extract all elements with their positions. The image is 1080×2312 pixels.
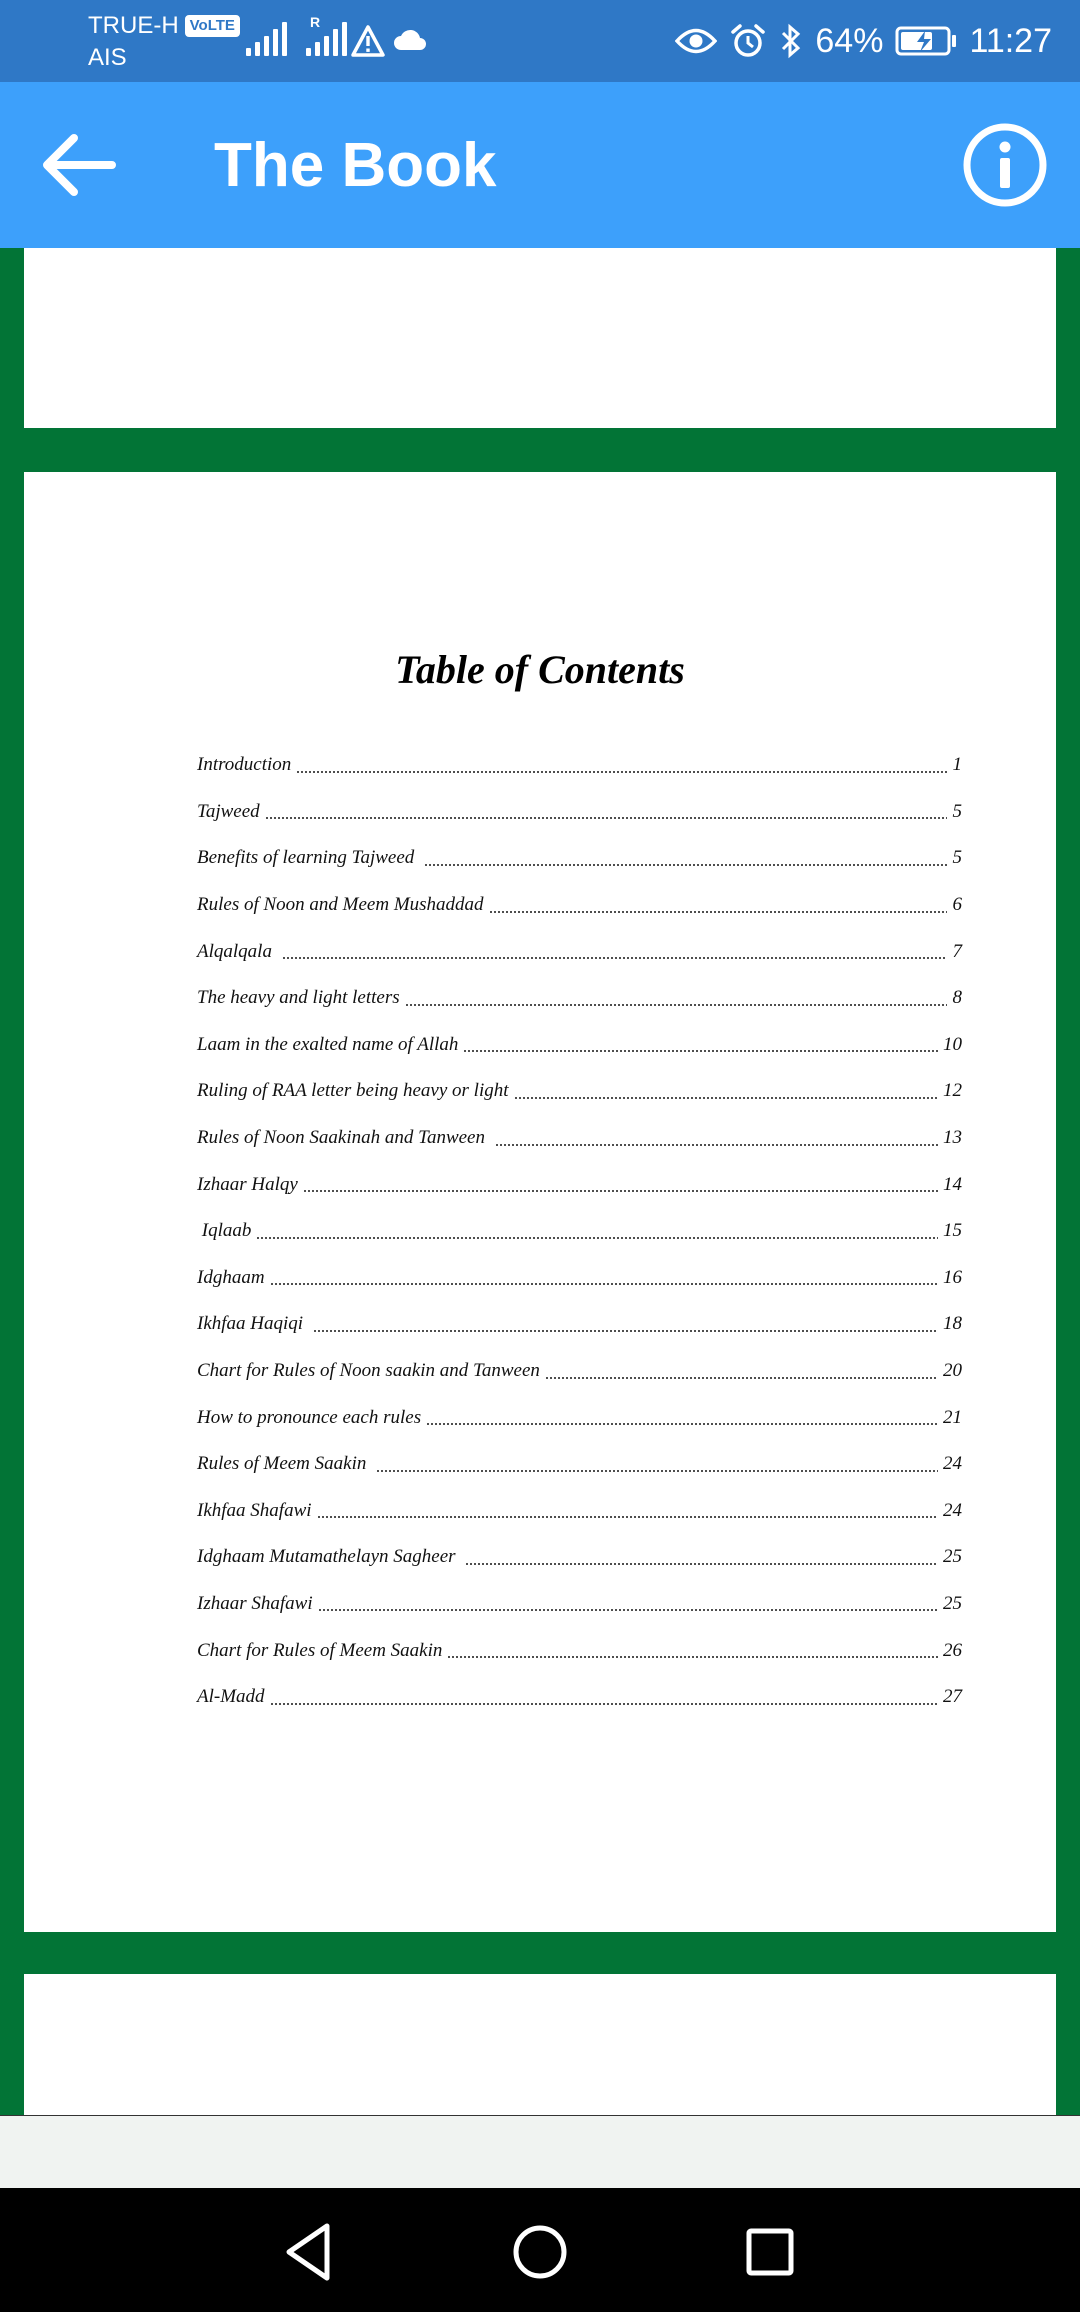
previous-page — [24, 248, 1056, 428]
toc-entry[interactable] — [197, 1348, 962, 1395]
carrier-secondary: AIS — [88, 44, 127, 71]
toc-entry-page: 21 — [943, 1406, 962, 1428]
navigation-bar — [0, 2188, 1080, 2312]
toc-entry-label: Chart for Rules of Meem Saakin — [197, 1639, 443, 1661]
nav-back-icon — [267, 2212, 347, 2292]
toc-entry[interactable] — [197, 882, 962, 929]
nav-home-icon — [500, 2212, 580, 2292]
toc-entry[interactable] — [197, 835, 962, 882]
toc-entry[interactable] — [197, 1161, 962, 1208]
app-bar — [0, 82, 1080, 248]
signal-icon — [246, 20, 287, 56]
info-circle-icon — [960, 120, 1050, 210]
toc-entry-page: 16 — [943, 1266, 962, 1288]
toc-entry-label: Al-Madd — [197, 1686, 265, 1708]
toc-entry-label: Izhaar Shafawi — [197, 1592, 313, 1614]
toc-dot-leader — [296, 756, 947, 775]
toc-entry[interactable] — [197, 742, 962, 789]
nav-recents-icon — [730, 2212, 810, 2292]
eye-icon — [675, 26, 717, 56]
toc-entry-label: Rules of Meem Saakin — [197, 1453, 372, 1475]
toc-dot-leader — [426, 1408, 938, 1427]
signal-roaming-icon — [306, 14, 347, 56]
warning-icon — [350, 24, 386, 58]
toc-entry-label: Tajweed — [197, 800, 260, 822]
toc-entry-page: 18 — [943, 1313, 962, 1335]
battery-charging-icon — [895, 25, 957, 57]
toc-dot-leader — [256, 1222, 938, 1241]
toc-dot-leader — [495, 1129, 938, 1148]
toc-entry-page: 25 — [943, 1546, 962, 1568]
toc-dot-leader — [376, 1455, 938, 1474]
toc-entry-label: Rules of Noon and Meem Mushaddad — [197, 894, 484, 916]
toc-entry-label: How to pronounce each rules — [197, 1406, 422, 1428]
toc-entry-page: 24 — [943, 1499, 962, 1521]
toc-entry-label: Laam in the exalted name of Allah — [197, 1033, 459, 1055]
page-title: The Book — [214, 131, 497, 200]
toc-dot-leader — [489, 896, 947, 915]
toc-dot-leader — [270, 1688, 938, 1707]
toc-entry-page: 27 — [943, 1686, 962, 1708]
toc-entry-page: 26 — [943, 1639, 962, 1661]
toc-entry-page: 12 — [943, 1080, 962, 1102]
toc-entry[interactable] — [197, 1068, 962, 1115]
current-page — [24, 472, 1056, 1932]
toc-dot-leader — [313, 1315, 938, 1334]
toc-entry[interactable] — [197, 1441, 962, 1488]
cloud-icon — [392, 28, 428, 52]
toc-dot-leader — [318, 1594, 938, 1613]
toc-entry-page: 13 — [943, 1127, 962, 1149]
toc-dot-leader — [282, 942, 947, 961]
nav-recents-button[interactable] — [730, 2212, 810, 2292]
toc-dot-leader — [303, 1175, 938, 1194]
toc-entry[interactable] — [197, 1208, 962, 1255]
toc-dot-leader — [447, 1641, 938, 1660]
toc-entry-label: Ikhfaa Shafawi — [197, 1499, 312, 1521]
toc-entry-label: Idghaam — [197, 1266, 265, 1288]
clock-time: 11:27 — [969, 22, 1052, 60]
toc-entry-page: 8 — [952, 987, 962, 1009]
toc-entry[interactable] — [197, 1581, 962, 1628]
carrier-info — [88, 10, 240, 74]
toc-entry-label: The heavy and light letters — [197, 987, 400, 1009]
toc-entry-page: 6 — [952, 894, 962, 916]
toc-entry-page: 14 — [943, 1173, 962, 1195]
toc-entry[interactable] — [197, 975, 962, 1022]
toc-entry[interactable] — [197, 1488, 962, 1535]
toc-entry[interactable] — [197, 1115, 962, 1162]
battery-percent: 64% — [815, 22, 884, 60]
toc-entry[interactable] — [197, 1301, 962, 1348]
toc-entry[interactable] — [197, 1534, 962, 1581]
info-button[interactable] — [960, 120, 1050, 210]
arrow-left-icon — [34, 120, 124, 210]
document-viewer[interactable] — [0, 248, 1080, 2115]
toc-dot-leader — [317, 1501, 938, 1520]
status-bar — [0, 0, 1080, 82]
nav-home-button[interactable] — [500, 2212, 580, 2292]
nav-back-button[interactable] — [267, 2212, 347, 2292]
status-right-group — [675, 18, 1052, 64]
next-page — [24, 1974, 1056, 2115]
toc-dot-leader — [270, 1268, 938, 1287]
toc-entry-page: 24 — [943, 1453, 962, 1475]
toc-entry-label: Iqlaab — [197, 1220, 252, 1242]
toc-entry-label: Alqalqala — [197, 940, 277, 962]
toc-dot-leader — [265, 802, 947, 821]
toc-entry[interactable] — [197, 1627, 962, 1674]
carrier-primary: TRUE-H — [88, 12, 179, 39]
toc-entry-page: 5 — [952, 800, 962, 822]
toc-entry[interactable] — [197, 928, 962, 975]
toc-entry-page: 15 — [943, 1220, 962, 1242]
toc-entry-label: Chart for Rules of Noon saakin and Tanween — [197, 1360, 540, 1382]
toc-dot-leader — [545, 1362, 938, 1381]
toc-entry-label: Benefits of learning Tajweed — [197, 847, 420, 869]
bluetooth-icon — [779, 23, 803, 59]
toc-entry-page: 20 — [943, 1360, 962, 1382]
toc-entry-label: Ikhfaa Haqiqi — [197, 1313, 308, 1335]
toc-entry[interactable] — [197, 1394, 962, 1441]
toc-entry-label: Introduction — [197, 754, 292, 776]
toc-dot-leader — [405, 989, 947, 1008]
toc-dot-leader — [463, 1035, 938, 1054]
toc-dot-leader — [424, 849, 947, 868]
roaming-indicator: R — [310, 14, 321, 30]
toc-entry-label: Izhaar Halqy — [197, 1173, 298, 1195]
toc-entry-label: Rules of Noon Saakinah and Tanween — [197, 1127, 490, 1149]
toc-entry[interactable] — [197, 1674, 962, 1721]
toc-entry-page: 5 — [952, 847, 962, 869]
toc-dot-leader — [465, 1548, 938, 1567]
volte-badge: VoLTE — [185, 15, 240, 37]
toc-entry[interactable] — [197, 1022, 962, 1069]
bottom-strip — [0, 2115, 1080, 2189]
toc-dot-leader — [514, 1082, 938, 1101]
toc-entry-page: 7 — [952, 940, 962, 962]
toc-entry-page: 10 — [943, 1033, 962, 1055]
toc-entry[interactable] — [197, 1255, 962, 1302]
toc-entry-page: 1 — [952, 754, 962, 776]
alarm-icon — [729, 23, 767, 59]
toc-entry-label: Idghaam Mutamathelayn Sagheer — [197, 1546, 461, 1568]
toc-title: Table of Contents — [395, 647, 685, 692]
toc-entry-label: Ruling of RAA letter being heavy or light — [197, 1080, 509, 1102]
back-button[interactable] — [34, 120, 124, 210]
toc-entry[interactable] — [197, 789, 962, 836]
toc-entry-page: 25 — [943, 1592, 962, 1614]
toc-list — [197, 742, 962, 1720]
